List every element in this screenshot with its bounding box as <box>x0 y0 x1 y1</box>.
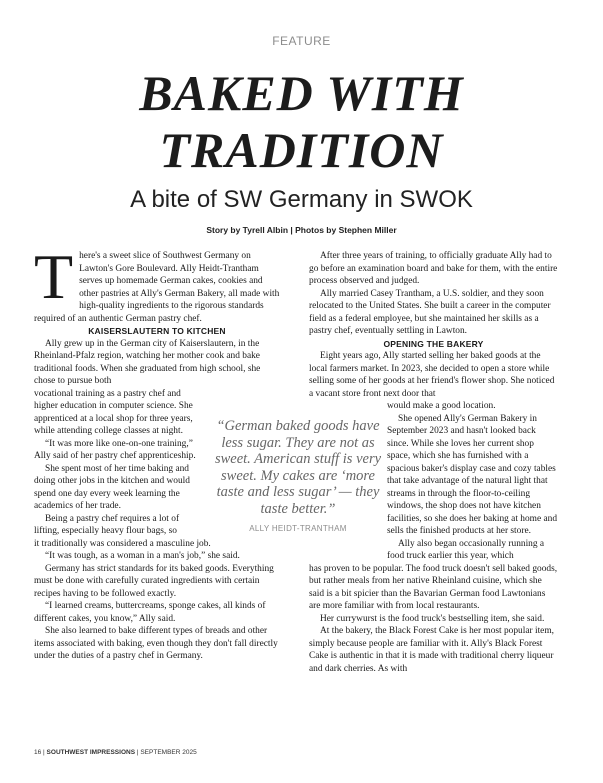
headline-line-2: TRADITION <box>159 122 444 178</box>
headline-line-1: BAKED WITH <box>139 65 464 121</box>
paragraph: vocational training as a pastry chef and higher education in computer science. She apprenticed at a local shop for three years, while attending college classes at night. <box>34 388 193 436</box>
paragraph: She also learned to bake different types of breads and other items associated with baking, even though they don't fall directly under the duties of a pastry chef in Germany. <box>34 626 278 661</box>
paragraph: would make a good location. <box>387 401 496 411</box>
publication-name: SOUTHWEST IMPRESSIONS <box>46 749 136 756</box>
paragraph: it traditionally was considered a masculine job. <box>34 538 211 549</box>
paragraph: There's a sweet slice of Southwest Germany on Lawton's Gore Boulevard. Ally Heidt-Trantham serves up homemade German cakes, cookies and other pastries at Ally's German Bakery, all made with high-quality ingredients to the rigorous standards required of an authentic German pastry chef. <box>34 241 280 324</box>
pull-quote-attribution: ALLY HEIDT-TRANTHAM <box>249 524 347 533</box>
drop-cap: T <box>34 241 74 312</box>
section-subhead: OPENING THE BAKERY <box>383 338 484 349</box>
paragraph: She opened Ally's German Bakery in September 2023 and hasn't looked back since. While she loves her current shop space, which she has furnished with a spacious baker's display case and cozy tables that take advantage of the natural light that streams in through the floor-to-ceiling windows, the shop does not have kitchen facilities, so she does her baking at home and sells the finished products at her store. <box>387 413 558 536</box>
pull-quote-text: “German baked goods have less sugar. They are not as sweet. American stuff is very sweet. My cakes are ‘more taste and less sugar’ — they taste better.” <box>214 418 382 517</box>
wrapped-text-block <box>34 388 196 538</box>
paragraph: At the bakery, the Black Forest Cake is her most popular item, simply because people are familiar with it. Ally's Black Forest Cake is authentic in that it is made with traditional cherry liqueur and dark cherries. As with <box>309 626 554 674</box>
paragraph: After three years of training, to officially graduate Ally had to go before an examination board and bake for them, with the entire process observed and judged. <box>309 251 558 286</box>
paragraph: Ally also began occasionally running a food truck earlier this year, which <box>387 538 545 561</box>
paragraph: Germany has strict standards for its baked goods. Everything must be done with carefully curated ingredients with certain recipes having to be followed exactly. <box>34 563 274 599</box>
paragraph: Ally grew up in the German city of Kaiserslautern, in the Rheinland-Pfalz region, watching her mother cook and bake traditional foods. When she graduated from high school, she chose to pursue both <box>34 338 261 386</box>
paragraph: She spent most of her time baking and doing other jobs in the kitchen and would spend one day every week learning the academics of her trade. <box>34 463 190 511</box>
page-footer: 16 | SOUTHWEST IMPRESSIONS | SEPTEMBER 2025 <box>34 749 197 756</box>
paragraph: “It was tough, as a woman in a man's job,” she said. <box>45 551 240 561</box>
pull-quote <box>212 418 384 533</box>
paragraph: Her currywurst is the food truck's bestselling item, she said. <box>320 613 545 624</box>
page-number: 16 <box>34 749 42 756</box>
section-subhead: KAISERSLAUTERN TO KITCHEN <box>88 326 226 336</box>
paragraph: Eight years ago, Ally started selling her baked goods at the local farmers market. In 2023, she decided to open a store while selling some of her goods at her friend's flower shop. She noticed a vacant store front next door that <box>309 351 555 399</box>
paragraph: has proven to be popular. The food truck doesn't sell baked goods, but rather meals from her native Rheinland cuisine, which she said is a bit spicier than the Bavarian German food Lawtonians are more familiar with from local restaurants. <box>309 563 558 611</box>
paragraph: “It was more like one-on-one training,” Ally said of her pastry chef apprenticeship. <box>34 438 196 461</box>
section-label: FEATURE <box>272 34 331 48</box>
paragraph: “I learned creams, buttercreams, sponge cakes, all kinds of different cakes, you know,” Ally said. <box>34 601 266 624</box>
issue-date: SEPTEMBER 2025 <box>140 749 197 756</box>
paragraph: Ally married Casey Trantham, a U.S. soldier, and they soon relocated to the United States. She built a career in the computer field as a federal employee, but she maintained her skills as a pastry chef, eventually settling in Lawton. <box>309 288 551 336</box>
wrapped-text-block <box>387 400 558 563</box>
byline: Story by Tyrell Albin | Photos by Stephen Miller <box>206 225 397 235</box>
paragraph: Being a pastry chef requires a lot of lifting, especially heavy flour bags, so <box>34 513 180 536</box>
subheadline: A bite of SW Germany in SWOK <box>130 186 473 213</box>
